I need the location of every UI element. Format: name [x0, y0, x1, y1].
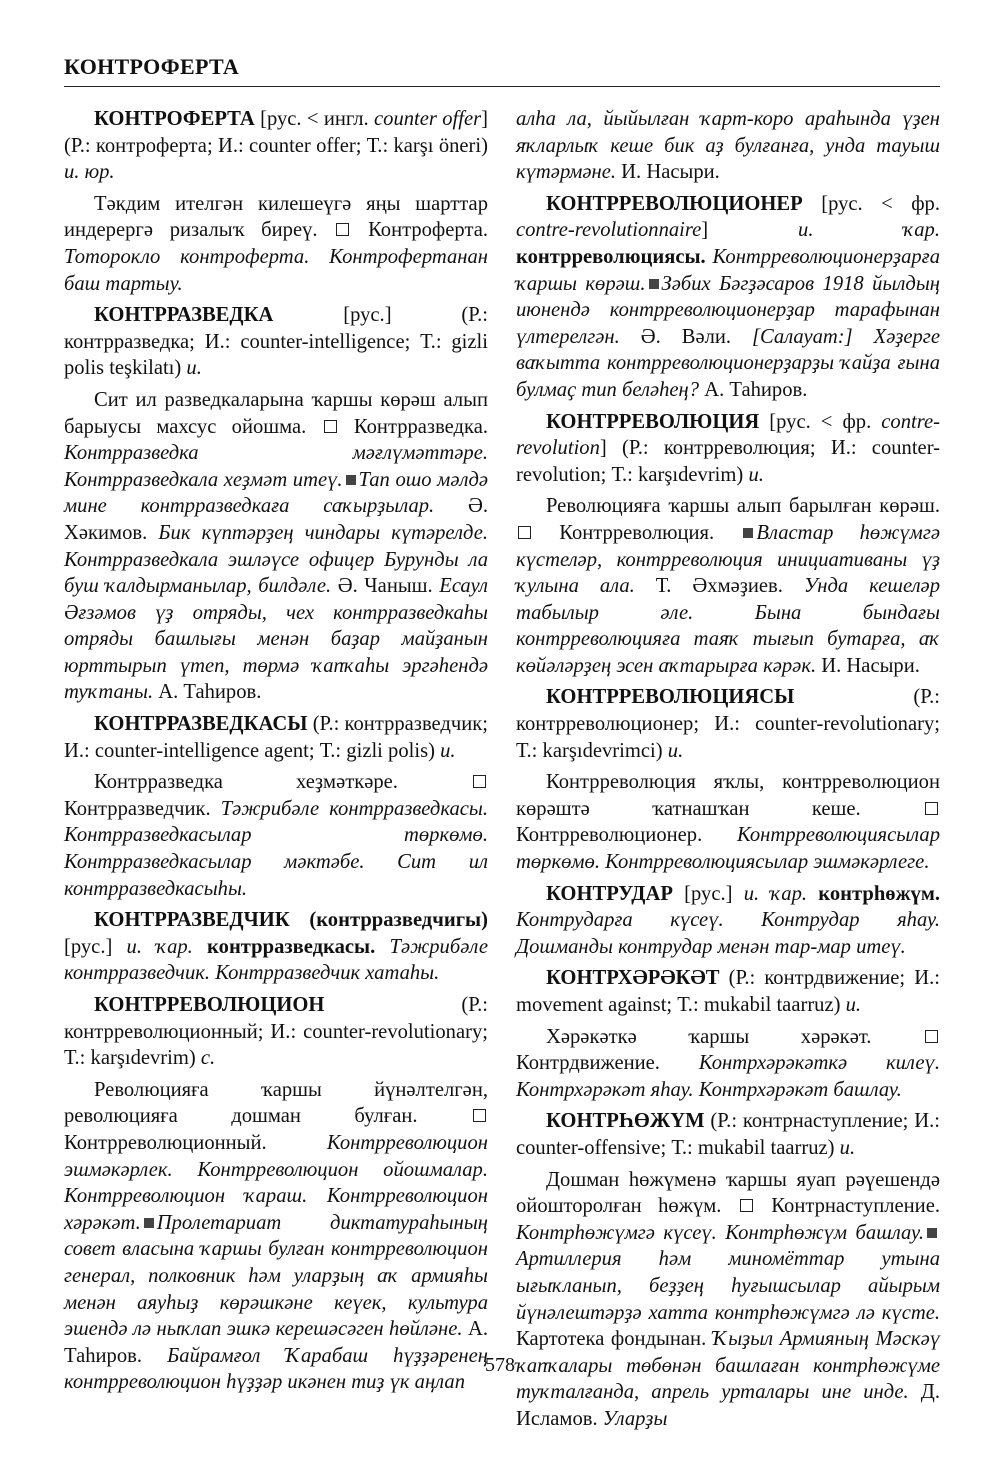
definition-text: [рус.]	[672, 882, 744, 905]
example-text: Контрреволюцион эшмәкәрлек. Контрреволюцион ойошмалар. Контрреволюцион ҡараш. Контрреволюцион хәрәкәт.	[64, 1131, 488, 1234]
example-text: Тап ошо мәлдә мине контрразведкаға саҡырҙылар.	[64, 468, 488, 518]
russian-equivalent-square-icon	[925, 802, 938, 815]
example-text: Контрреволюционерҙарға ҡаршы көрәш.	[516, 245, 940, 295]
example-text: Зәбих Бәгҙәсаров 1918 йылдың июнендә контрреволюционерҙар тарафынан үлтерелгән.	[516, 272, 940, 348]
definition-text: ]	[701, 219, 799, 242]
entry-paragraph	[516, 965, 940, 1018]
definition-text: Тәкдим ителгән килешеүгә яңы шарттар индерергә ризалыҡ биреү.	[64, 192, 488, 242]
headword: КОНТРРАЗВЕДКА	[94, 304, 274, 327]
definition-text: Хәрәкәткә ҡаршы хәрәкәт.	[546, 1025, 923, 1048]
definition-text: Картотека фондынан.	[516, 1328, 713, 1351]
entry-paragraph	[64, 191, 488, 297]
entry-paragraph	[516, 684, 940, 764]
definition-text: Д. Исламов.	[516, 1381, 940, 1430]
headword: КОНТРРАЗВЕДЧИК (контрразведчигы)	[94, 909, 488, 932]
example-text: Байрамғол Ҡарабаш һүҙҙәренең контрреволюцион һүҙҙәр икәнен тиҙ үк аңлап	[64, 1344, 488, 1394]
definition-text: И. Насыри.	[816, 654, 920, 677]
definition-text: [рус.]	[64, 935, 127, 958]
example-text: и.	[748, 463, 764, 486]
entry-paragraph	[64, 769, 488, 902]
entry-paragraph	[64, 387, 488, 706]
entry-paragraph	[516, 191, 940, 404]
russian-equivalent-square-icon	[740, 1199, 753, 1212]
example-text: [Салауат:] Хәҙерге ваҡытта контрреволюционерҙарҙы ҡайҙа ғына булмаҫ тип беләһең?	[516, 325, 940, 401]
definition-text: [рус. < ингл.	[254, 108, 375, 130]
definition-text	[193, 936, 207, 958]
example-text: с.	[200, 1047, 216, 1070]
definition-text	[375, 936, 389, 958]
example-text: Контрхәрәкәткә килеү. Контрхәрәкәт яһау. Контрхәрәкәт башлау.	[516, 1052, 940, 1101]
definition-text: Контрреволюционный.	[64, 1131, 327, 1154]
definition-text: Сит ил разведкаларына ҡаршы көрәш алып барыусы махсус ойошма.	[64, 388, 488, 438]
definition-text: (Р.: контрреволюционный; И.: counter-revolutionary; Т.: karşıdevrim)	[64, 994, 488, 1070]
entry-paragraph	[64, 1077, 488, 1396]
example-text: Ҡыҙыл Армияның Мәскәү ҡапҡалары төбөнән башлаған контрһөжүме туҡталғанда, апрель урталары ине инде.	[516, 1328, 941, 1404]
headword: КОНТРРЕВОЛЮЦИЯ	[546, 410, 760, 433]
citation-marker-icon	[144, 1218, 154, 1228]
example-text: Тәжрибәле контрразведкасы. Контрразведкасылар төркөмө. Контрразведкасылар мәктәбе. Сит ил контрразведкасыһы.	[64, 797, 489, 900]
definition-text: Контрреволюционер.	[516, 824, 737, 847]
entry-paragraph	[516, 409, 940, 489]
definition-text: Ә. Чаныш.	[331, 575, 440, 598]
headword: КОНТРУДАР	[546, 882, 673, 905]
headword: КОНТРҺӨЖҮМ	[546, 1110, 705, 1133]
definition-text: Революцияға ҡаршы йүнәлтелгән, революцияға дошман булған.	[64, 1078, 488, 1128]
header-rule	[64, 86, 940, 87]
entry-paragraph	[64, 907, 488, 987]
definition-text: [рус.] (Р.: контрразведка; И.: counter-intelligence; Т.: gizli polis teşkilatı)	[64, 304, 488, 380]
entry-paragraph	[516, 769, 940, 875]
russian-equivalent-square-icon	[324, 420, 337, 433]
example-text: и.	[839, 1136, 856, 1159]
entry-paragraph	[516, 1024, 940, 1104]
example-text: и. юр.	[64, 161, 115, 184]
example-text: и. ҡар.	[126, 935, 193, 958]
definition-text: (Р.: контрдвижение; И.: movement against; Т.: mukabil taarruz)	[516, 967, 940, 1016]
definition-text: Ә. Хәкимов.	[64, 495, 488, 544]
example-text: contre-revolutionnaire	[516, 219, 702, 242]
example-text: Властар һөжүмгә күстеләр, контрреволюция инициативаны үҙ ҡулына ала.	[516, 521, 940, 598]
definition-text: (Р.: контрреволюционер; И.: counter-revolutionary; Т.: karşıdevrimci)	[516, 686, 940, 762]
definition-text: Контрразведка хеҙмәткәре.	[94, 771, 471, 794]
russian-equivalent-square-icon	[925, 1030, 938, 1043]
example-text: Есаул Әғзәмов үҙ отряды, чех контрразведкаһы отряды башлығы менән баҙар майҙанын юрттырып үтеп, төрмә ҡапҡаһы эргәһендә туҡтаны.	[64, 575, 489, 704]
entry-paragraph	[516, 106, 940, 186]
definition-text: А. Таһиров.	[699, 378, 808, 401]
entry-paragraph	[64, 711, 488, 764]
example-text: Контрһөжүмгә күсеү. Контрһөжүм башлау.	[516, 1221, 924, 1244]
definition-text: А. Таһиров.	[64, 1318, 488, 1367]
example-text: Тәжрибәле контрразведчик. Контрразведчик хатаһы.	[64, 935, 488, 985]
definition-text: [рус. < фр.	[759, 410, 882, 433]
example-text: Артиллерия һәм миномёттар утына ығыҡланып, беҙҙең һуғышсылар айырым йүнәлештәрҙә хатта контрһөжүмгә лә күсте.	[516, 1248, 940, 1324]
definition-text: (Р.: контрнаступление; И.: counter-offensive; Т.: mukabil taarruz)	[516, 1110, 940, 1159]
citation-marker-icon	[649, 279, 659, 289]
headword: КОНТРРЕВОЛЮЦИОН	[94, 994, 325, 1016]
entry-paragraph	[64, 992, 488, 1072]
definition-text: Ә. Вәли.	[619, 325, 753, 348]
entry-paragraph	[516, 493, 940, 679]
definition-text: Контрреволюция.	[533, 521, 741, 544]
example-text: и.	[186, 357, 202, 380]
definition-text	[706, 246, 713, 268]
headword: КОНТРРЕВОЛЮЦИЯСЫ	[546, 686, 795, 709]
example-text: алһа ла, йыйылған ҡарт-коро араһында үҙен яҡларлыҡ кеше бик аҙ булғанға, унда тауыш күтәрмәне.	[516, 108, 940, 184]
left-column	[64, 106, 488, 1401]
definition-text: Контрразведка.	[338, 415, 489, 438]
example-text: Унда кешеләр табылыр әле. Бына бындағы контрреволюцияға таяҡ тығып бутарға, аҡ көйәләрҙең эсен аҡтарырға кәрәк.	[516, 575, 940, 677]
entry-paragraph	[64, 106, 488, 186]
russian-equivalent-square-icon	[518, 526, 531, 539]
example-text: counter offer	[374, 108, 482, 130]
entry-paragraph	[516, 1108, 940, 1161]
definition-text	[807, 883, 818, 905]
russian-equivalent-square-icon	[473, 1109, 486, 1122]
definition-text: ] (Р.: контроферта; И.: counter offer; Т.: karşı öneri)	[64, 108, 489, 157]
running-head: КОНТРОФЕРТА	[64, 54, 240, 79]
russian-equivalent-square-icon	[336, 223, 349, 236]
definition-text: Контрреволюция яҡлы, контрреволюцион көрәштә ҡатнашҡан кеше.	[516, 771, 940, 820]
citation-marker-icon	[927, 1228, 937, 1238]
definition-text: Т. Әхмәҙиев.	[634, 575, 804, 598]
headword: контрреволюциясы.	[516, 245, 706, 268]
definition-text: Революцияға ҡаршы алып барылған көрәш.	[546, 495, 940, 518]
definition-text: [рус. < фр.	[802, 192, 940, 215]
headword: КОНТРОФЕРТА	[94, 108, 255, 130]
example-text: и.	[845, 994, 862, 1016]
entry-paragraph	[516, 881, 940, 961]
headword: КОНТРРЕВОЛЮЦИОНЕР	[546, 192, 803, 215]
example-text: Контрразведка мәғлүмәттәре. Контрразведкала хеҙмәт итеү.	[64, 442, 488, 491]
right-column	[516, 106, 940, 1438]
entry-paragraph	[516, 1167, 940, 1433]
headword: контрразведкасы.	[207, 935, 376, 958]
example-text: и.	[440, 739, 456, 762]
example-text: Пролетариат диктатураһының совет власына ҡаршы булған контрреволюцион генерал, полковник һәм уларҙың аҡ армияһы менән аяуһыҙ көрәшкәне кеүек, культура эшендә лә ныҡлап эшкә керешәсәген һөйләне.	[64, 1211, 488, 1341]
definition-text: И. Насыри.	[616, 161, 720, 184]
example-text: Контрударға күсеү. Контрудар яһау. Дошманды контрудар менән тар-мар итеү.	[516, 909, 940, 958]
definition-text: Контрразведчик.	[64, 797, 221, 820]
example-text: и. ҡар.	[798, 219, 940, 242]
citation-marker-icon	[346, 475, 356, 485]
example-text: Контрреволюциясылар төркөмө. Контрреволюциясылар эшмәкәрлеге.	[516, 824, 940, 874]
headword: контрһөжүм.	[818, 882, 941, 905]
definition-text: (Р.: контрразведчик; И.: counter-intelligence agent; Т.: gizli polis)	[64, 713, 488, 762]
example-text: Тоторокло контроферта. Контрофертанан баш тартыу.	[64, 245, 488, 295]
russian-equivalent-square-icon	[473, 775, 486, 788]
example-text: contre-revolution	[516, 410, 940, 460]
example-text: и.	[667, 739, 684, 762]
example-text: Уларҙы	[602, 1407, 668, 1430]
definition-text: Контроферта.	[351, 219, 488, 242]
example-text: Бик күптәрҙең чиндары күтәрелде. Контрразведкала эшләүсе офицер Бурунды ла буш ҡалдырманылар, билдәле.	[64, 521, 488, 598]
definition-text: А. Таһиров.	[153, 681, 262, 704]
citation-marker-icon	[743, 528, 753, 538]
definition-text: Контрнаступление.	[754, 1195, 940, 1218]
definition-text: Дошман һөжүменә ҡаршы яуап рәүешендә ойошторолған һөжүм.	[516, 1168, 940, 1218]
headword: КОНТРРАЗВЕДКАСЫ	[94, 713, 308, 736]
definition-text: ] (Р.: контрреволюция; И.: counter-revolution; Т.: karşıdevrim)	[516, 437, 940, 486]
page-number: 578	[485, 1354, 515, 1376]
definition-text: Контрдвижение.	[516, 1052, 699, 1075]
entry-paragraph	[64, 302, 488, 382]
headword: КОНТРХӘРӘКӘТ	[546, 967, 720, 990]
example-text: и. ҡар.	[743, 882, 808, 905]
